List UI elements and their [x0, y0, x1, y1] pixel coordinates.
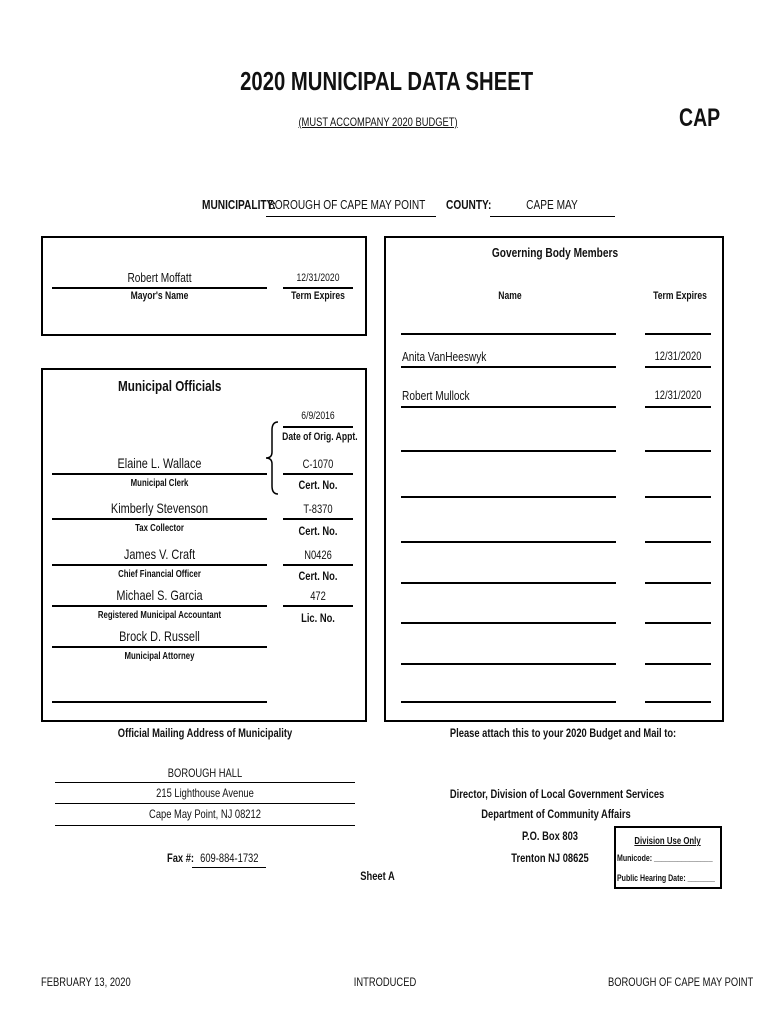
governing-line — [645, 366, 711, 368]
municipality-code: CAP — [679, 104, 721, 132]
cfo-name: James V. Craft — [123, 546, 196, 562]
mayor-name: Robert Moffatt — [127, 270, 192, 285]
attach-line1: Director, Division of Local Government Services — [449, 787, 665, 801]
governing-term-col: Term Expires — [653, 290, 707, 302]
governing-line — [645, 582, 711, 584]
clerk-cert-label: Cert. No. — [298, 478, 338, 492]
mailing-underline — [55, 803, 355, 804]
officials-heading: Municipal Officials — [118, 378, 222, 395]
cfo-label: Chief Financial Officer — [118, 569, 201, 580]
municipality-label: MUNICIPALITY: — [202, 197, 276, 212]
mailing-underline — [55, 825, 355, 826]
governing-member-name: Anita VanHeeswyk — [402, 349, 487, 364]
cfo-cert-underline — [283, 564, 353, 566]
governing-line — [645, 333, 711, 335]
attach-heading: Please attach this to your 2020 Budget and Mail to: — [449, 726, 677, 740]
governing-heading: Governing Body Members — [491, 245, 619, 260]
governing-line — [645, 406, 711, 408]
county-value: CAPE MAY — [526, 197, 578, 212]
governing-line — [401, 406, 616, 408]
governing-line — [401, 622, 616, 624]
governing-line — [401, 701, 616, 703]
orig-appt-label: Date of Orig. Appt. — [282, 431, 358, 443]
mailing-line2: 215 Lighthouse Avenue — [156, 786, 254, 800]
attach-line4: Trenton NJ 08625 — [511, 851, 589, 865]
sheet-label: Sheet A — [360, 869, 395, 883]
rma-name: Michael S. Garcia — [116, 587, 203, 603]
mailing-underline — [55, 782, 355, 783]
tax-collector-underline — [52, 518, 267, 520]
municode-field: Municode: _______________ — [617, 853, 713, 863]
governing-line — [645, 622, 711, 624]
mayor-name-label: Mayor's Name — [130, 290, 189, 302]
governing-line — [645, 496, 711, 498]
division-heading: Division Use Only — [634, 836, 702, 847]
orig-appt-underline — [283, 426, 353, 428]
mayor-underline — [52, 287, 267, 289]
footer-status: INTRODUCED — [353, 975, 417, 989]
governing-line — [645, 701, 711, 703]
mayor-term: 12/31/2020 — [296, 272, 340, 284]
clerk-label: Municipal Clerk — [130, 478, 189, 489]
attorney-underline — [52, 646, 267, 648]
fax-number: 609-884-1732 — [200, 851, 259, 865]
clerk-cert: C-1070 — [302, 457, 334, 471]
clerk-underline — [52, 473, 267, 475]
governing-member-term: 12/31/2020 — [654, 388, 702, 402]
governing-member-name: Robert Mullock — [402, 388, 470, 403]
tax-cert-label: Cert. No. — [298, 524, 338, 538]
tax-cert-underline — [283, 518, 353, 520]
governing-line — [401, 450, 616, 452]
governing-body-box — [384, 236, 724, 722]
rma-underline — [52, 605, 267, 607]
governing-line — [401, 663, 616, 665]
tax-collector-name: Kimberly Stevenson — [110, 500, 209, 516]
governing-name-col: Name — [498, 290, 522, 302]
page-title: 2020 MUNICIPAL DATA SHEET — [240, 66, 534, 96]
governing-line — [645, 450, 711, 452]
cfo-cert-label: Cert. No. — [298, 569, 338, 583]
clerk-name: Elaine L. Wallace — [117, 455, 202, 471]
rma-lic: 472 — [310, 589, 326, 603]
rma-label: Registered Municipal Accountant — [97, 610, 222, 621]
clerk-cert-underline — [283, 473, 353, 475]
orig-appt-date: 6/9/2016 — [301, 410, 335, 422]
municipality-underline — [266, 216, 436, 217]
attach-line2: Department of Community Affairs — [481, 807, 631, 821]
cfo-underline — [52, 564, 267, 566]
rma-lic-label: Lic. No. — [301, 611, 335, 625]
mayor-box — [41, 236, 367, 336]
county-underline — [490, 216, 615, 217]
rma-lic-underline — [283, 605, 353, 607]
blank-official-line — [52, 701, 267, 703]
attorney-label: Municipal Attorney — [124, 651, 195, 662]
mayor-term-label: Term Expires — [291, 290, 345, 302]
attach-line3: P.O. Box 803 — [521, 829, 579, 843]
fax-underline — [192, 867, 266, 868]
governing-line — [401, 496, 616, 498]
governing-line — [645, 663, 711, 665]
tax-collector-label: Tax Collector — [135, 523, 184, 534]
tax-cert: T-8370 — [303, 502, 333, 516]
cfo-cert: N0426 — [304, 548, 332, 562]
mailing-line1: BOROUGH HALL — [167, 766, 243, 780]
hearing-date-field: Public Hearing Date: _______ — [617, 873, 715, 883]
mailing-heading: Official Mailing Address of Municipality — [117, 726, 293, 740]
governing-line — [645, 541, 711, 543]
mayor-term-underline — [283, 287, 353, 289]
governing-line — [401, 333, 616, 335]
mailing-line3: Cape May Point, NJ 08212 — [149, 807, 261, 821]
subtitle: (MUST ACCOMPANY 2020 BUDGET) — [298, 115, 459, 129]
county-label: COUNTY: — [446, 197, 492, 212]
footer-date: FEBRUARY 13, 2020 — [41, 975, 131, 989]
governing-line — [401, 366, 616, 368]
fax-label: Fax #: — [167, 851, 195, 865]
governing-line — [401, 541, 616, 543]
governing-line — [401, 582, 616, 584]
footer-municipality: BOROUGH OF CAPE MAY POINT — [608, 975, 754, 989]
governing-member-term: 12/31/2020 — [654, 349, 702, 363]
municipality-value: BOROUGH OF CAPE MAY POINT — [268, 197, 426, 212]
attorney-name: Brock D. Russell — [119, 628, 200, 644]
